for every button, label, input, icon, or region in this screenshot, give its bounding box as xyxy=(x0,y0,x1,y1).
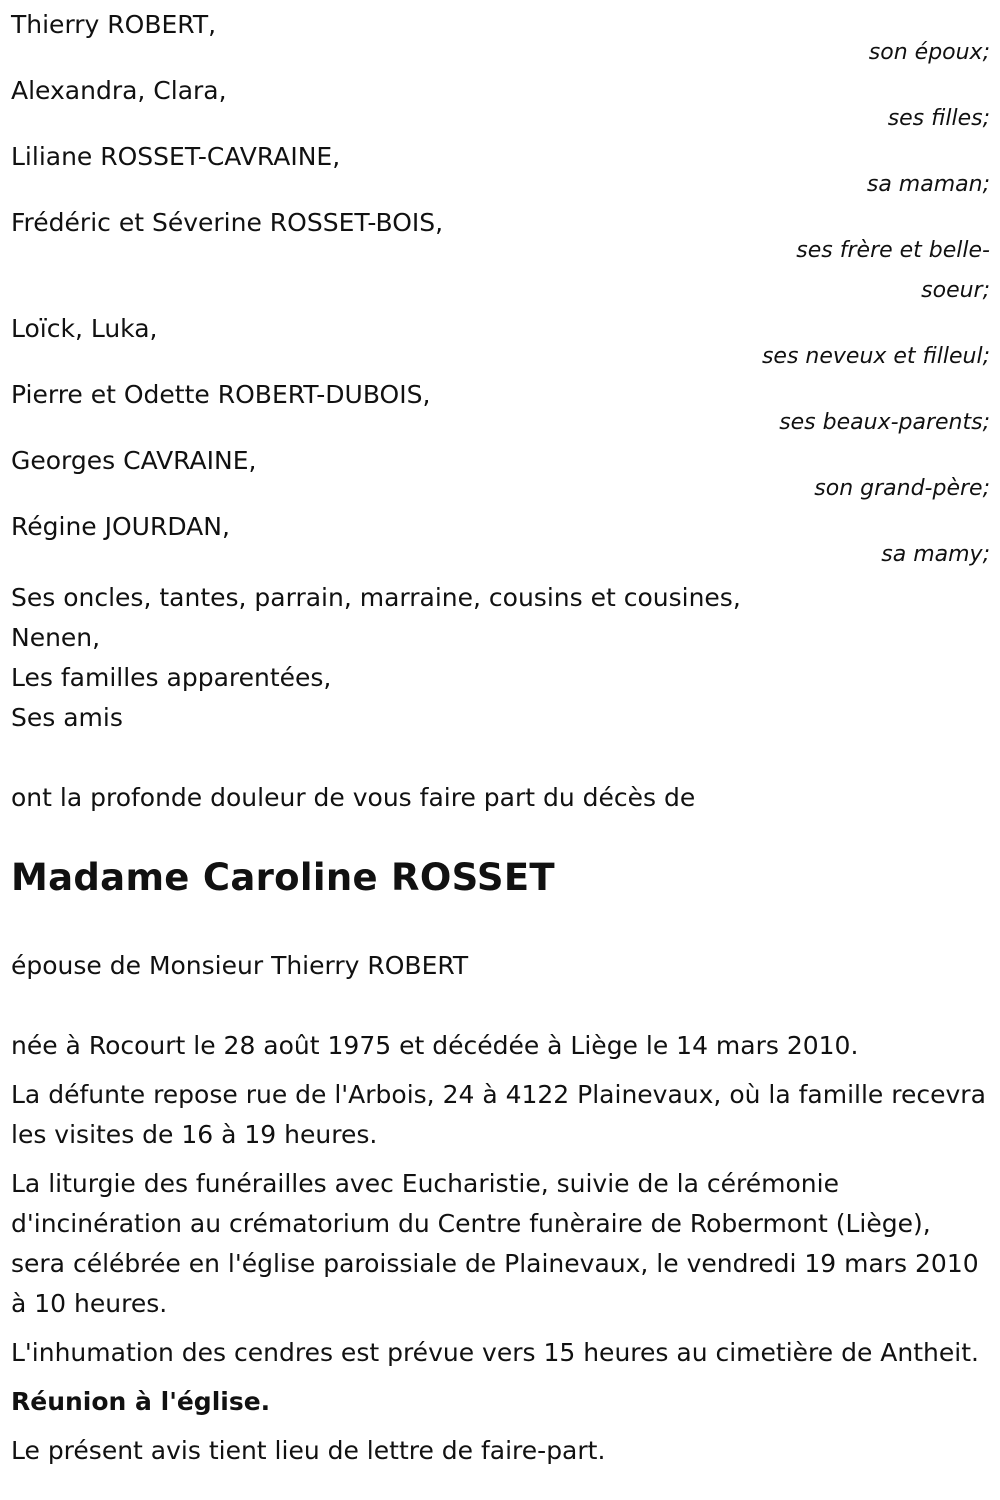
family-relation: ses beaux-parents; xyxy=(779,410,990,435)
birth-death-paragraph: née à Rocourt le 28 août 1975 et décédée à Liège le 14 mars 2010. xyxy=(11,1031,859,1060)
burial-paragraph: L'inhumation des cendres est prévue vers 15 heures au cimetière de Antheit. xyxy=(11,1338,979,1367)
family-member-name: Frédéric et Séverine ROSSET-BOIS, xyxy=(11,208,444,237)
visit-paragraph: La défunte repose rue de l'Arbois, 24 à 4122 Plainevaux, où la famille recevra les visites de 16 à 19 heures. xyxy=(11,1080,986,1149)
family-member-name: Loïck, Luka, xyxy=(11,314,158,343)
announcement-intro: ont la profonde douleur de vous faire part du décès de xyxy=(11,783,696,812)
other-relatives-line: Ses oncles, tantes, parrain, marraine, cousins et cousines, xyxy=(11,583,741,612)
family-relation: son époux; xyxy=(868,40,990,65)
family-member-name: Régine JOURDAN, xyxy=(11,512,230,541)
deceased-name: Madame Caroline ROSSET xyxy=(11,856,555,899)
family-relation: ses frère et belle-soeur; xyxy=(796,238,990,303)
spouse-line: épouse de Monsieur Thierry ROBERT xyxy=(11,951,469,980)
family-relation: sa maman; xyxy=(866,172,990,197)
family-member-name: Thierry ROBERT, xyxy=(11,10,217,39)
family-relation: ses neveux et filleul; xyxy=(761,344,990,369)
other-relatives-line: Les familles apparentées, xyxy=(11,663,332,692)
family-entry xyxy=(11,314,990,377)
family-member-name: Georges CAVRAINE, xyxy=(11,446,257,475)
other-relatives-line: Nenen, xyxy=(11,623,101,652)
family-relation: ses filles; xyxy=(887,106,990,131)
other-relatives xyxy=(11,578,990,738)
notice-paragraph: Le présent avis tient lieu de lettre de faire-part. xyxy=(11,1436,606,1465)
funeral-details xyxy=(11,1026,990,1471)
family-entry xyxy=(11,380,990,443)
family-entry xyxy=(11,446,990,509)
family-member-name: Liliane ROSSET-CAVRAINE, xyxy=(11,142,341,171)
other-relatives-line: Ses amis xyxy=(11,703,123,732)
meeting-paragraph: Réunion à l'église. xyxy=(11,1387,271,1416)
family-entry xyxy=(11,0,990,73)
family-relation: sa mamy; xyxy=(881,542,990,567)
family-entry xyxy=(11,76,990,139)
funeral-paragraph: La liturgie des funérailles avec Eucharistie, suivie de la cérémonie d'incinération au crématorium du Centre funèraire de Robermont (Liège), sera célébrée en l'église paroissiale de Plainevaux, le vendredi 19 mars 2010 à 10 heures. xyxy=(11,1169,979,1318)
family-entry xyxy=(11,142,990,205)
family-entry xyxy=(11,208,990,311)
family-entry xyxy=(11,512,990,575)
family-member-name: Alexandra, Clara, xyxy=(11,76,227,105)
family-member-name: Pierre et Odette ROBERT-DUBOIS, xyxy=(11,380,431,409)
family-relation: son grand-père; xyxy=(814,476,990,501)
